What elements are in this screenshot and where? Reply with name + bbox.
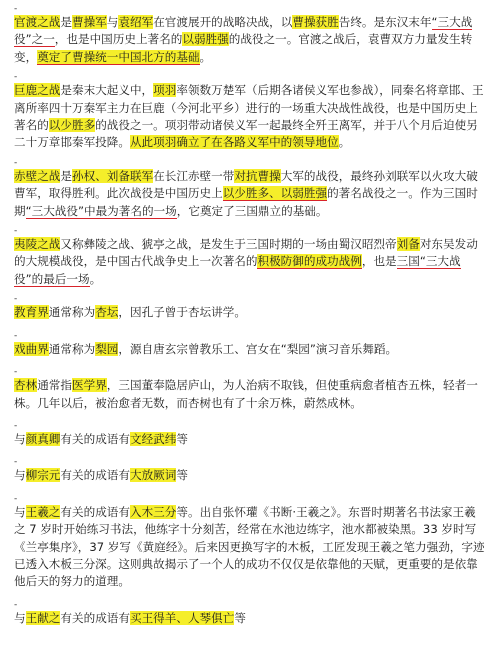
separator: -	[14, 493, 18, 504]
text: ，它奠定了三国鼎立的基础。	[176, 203, 328, 218]
text: 与	[14, 610, 26, 625]
highlight: 以弱胜强	[182, 32, 229, 47]
highlight: 颜真卿	[25, 431, 61, 446]
highlight: 曹操军	[72, 15, 107, 29]
highlight: 以少胜多	[48, 118, 96, 133]
paragraph-xinglin	[14, 377, 486, 412]
text: 在官渡展开的战略决战，以	[153, 15, 293, 29]
text: 有关的成语有	[60, 431, 130, 446]
underline-text: 三国“三大战役”的最后一场	[14, 254, 461, 286]
text: 对东吴发动的大规模战役，是中国古代战争史上一次著名的	[14, 237, 478, 269]
separator: -	[14, 420, 18, 431]
highlight: 夷陵之战	[14, 237, 61, 252]
text: 在长江赤壁一带	[153, 168, 235, 183]
text: 等	[176, 431, 188, 446]
highlight: 官渡之战	[14, 15, 61, 29]
text: 与	[14, 431, 26, 446]
paragraph-education	[14, 304, 486, 321]
paragraph-chibi	[14, 168, 486, 220]
highlight-underline: 以少胜多、以弱胜强	[222, 186, 328, 201]
highlight: 戏曲界	[14, 341, 49, 356]
paragraph-yan-zhenqing	[14, 431, 486, 448]
highlight: 梨园	[95, 341, 119, 356]
separator: -	[14, 4, 18, 14]
text: 通常指	[37, 378, 72, 393]
text: 等	[234, 610, 246, 625]
highlight: 赤壁之战	[14, 168, 61, 183]
text: 是	[60, 15, 72, 29]
text: 是秦末大起义中，	[60, 83, 154, 98]
separator: -	[14, 330, 18, 341]
text: 是	[60, 168, 72, 183]
paragraph-julu	[14, 82, 486, 152]
text: 。	[89, 271, 102, 286]
text: 通常称为	[48, 305, 96, 320]
text: ，也是	[361, 254, 397, 269]
text: ，也是中国历史上著名的	[54, 32, 183, 47]
text: 大军的战役，最终孙刘联军以火攻大破曹军，取得胜利。此次战役是中国历史上	[14, 168, 478, 201]
highlight: 医学界	[72, 378, 107, 393]
text: 的著名战役之一。作为三国时期	[14, 186, 478, 218]
paragraph-wang-xizhi	[14, 504, 486, 591]
highlight: 袁绍军	[118, 15, 154, 29]
text: 有关的成语有	[60, 468, 130, 483]
highlight: 刘备	[396, 237, 420, 252]
text: 通常称为	[48, 341, 96, 356]
highlight: 巨鹿之战	[14, 83, 61, 98]
text: 。	[338, 135, 351, 150]
text: 告终。是东汉末年	[338, 15, 432, 29]
highlight: 对抗曹操	[234, 168, 281, 183]
separator: -	[14, 599, 18, 610]
paragraph-yiling	[14, 236, 486, 288]
highlight-underline: 积极防御的成功战例	[257, 254, 362, 269]
text: 与	[14, 504, 26, 519]
text: 又称彝陵之战、猇亭之战，是发生于三国时期的一场由蜀汉昭烈帝	[60, 237, 397, 252]
highlight: 柳宗元	[25, 468, 61, 483]
highlight: 项羽	[153, 83, 177, 98]
text: 等。出自张怀瓘《书断·王羲之》。东晋时期著名书法家王羲之 7 岁时开始练习书法，他练字十分刻苦，经常在水池边练字，池水都被染黑。33 岁时写《兰亭集序》，37 岁写《黄庭经》。后来因更换写字的木板，工匠发现王羲之笔力强劲，字迹已透入木板三分深。这则典故揭示了一个人的成功不仅仅是依靠他的天赋，更重要的是依靠他后天的努力的道理。	[14, 504, 485, 589]
separator: -	[14, 157, 18, 168]
text: 的战役之一。项羽带动诸侯义军一起最终全歼王离军，并于八个月后迫使另二十万章邯秦军投降。	[14, 118, 478, 150]
highlight: 孙权、刘备联军	[72, 168, 154, 183]
text: ，源自唐玄宗曾教乐工、宫女在“梨园”演习音乐舞蹈。	[118, 341, 398, 356]
text: 的战役之一。官渡之战后，袁曹双方力量发生转变，	[14, 32, 473, 64]
highlight-underline: 奠定了曹操统一中国北方的基础	[37, 49, 200, 64]
text: 等	[176, 468, 188, 483]
separator: -	[14, 226, 18, 237]
text: 与	[106, 15, 119, 29]
text: 有关的成语有	[60, 504, 130, 519]
text: 率领数万楚军（后期各诸侯义军也参战），同秦名将章邯、王离所率四十万秦军主力在巨鹿（今河北平乡）进行的一场重大决战性战役，也是中国历史上著名的	[14, 83, 484, 133]
separator: -	[14, 457, 18, 468]
text: 。	[199, 49, 212, 64]
underline-text: “三大战役”中最为著名的一场	[25, 203, 177, 218]
highlight: 杏林	[14, 378, 38, 393]
highlight: 文经武纬	[129, 431, 177, 446]
text: 有关的成语有	[60, 610, 130, 625]
highlight: 买王得羊、人琴俱亡	[129, 610, 235, 625]
highlight: 大放厥词	[129, 468, 177, 483]
separator: -	[14, 72, 18, 83]
text: ，三国董奉隐居庐山，为人治病不取钱，但使重病愈者植杏五株，轻者一株。几年以后，被治愈者无数，而杏树也有了十余万株，蔚然成林。	[14, 378, 478, 410]
highlight: 入木三分	[129, 504, 177, 519]
highlight: 教育界	[14, 305, 49, 320]
separator: -	[14, 294, 18, 305]
paragraph-opera	[14, 341, 486, 358]
highlight: 从此项羽确立了在各路义军中的领导地位	[129, 135, 339, 150]
underline-text: “三大战役”之一	[14, 15, 473, 47]
highlight: 王羲之	[25, 504, 61, 519]
text: 与	[14, 468, 26, 483]
separator: -	[14, 367, 18, 378]
paragraph-liu-zongyuan	[14, 467, 486, 484]
paragraph-guandu	[14, 14, 486, 66]
highlight: 王献之	[25, 610, 61, 625]
paragraph-wang-xianzhi	[14, 610, 486, 627]
highlight: 杏坛	[95, 305, 119, 320]
highlight: 曹操获胜	[292, 15, 339, 29]
text: ，因孔子曾于杏坛讲学。	[118, 305, 246, 320]
